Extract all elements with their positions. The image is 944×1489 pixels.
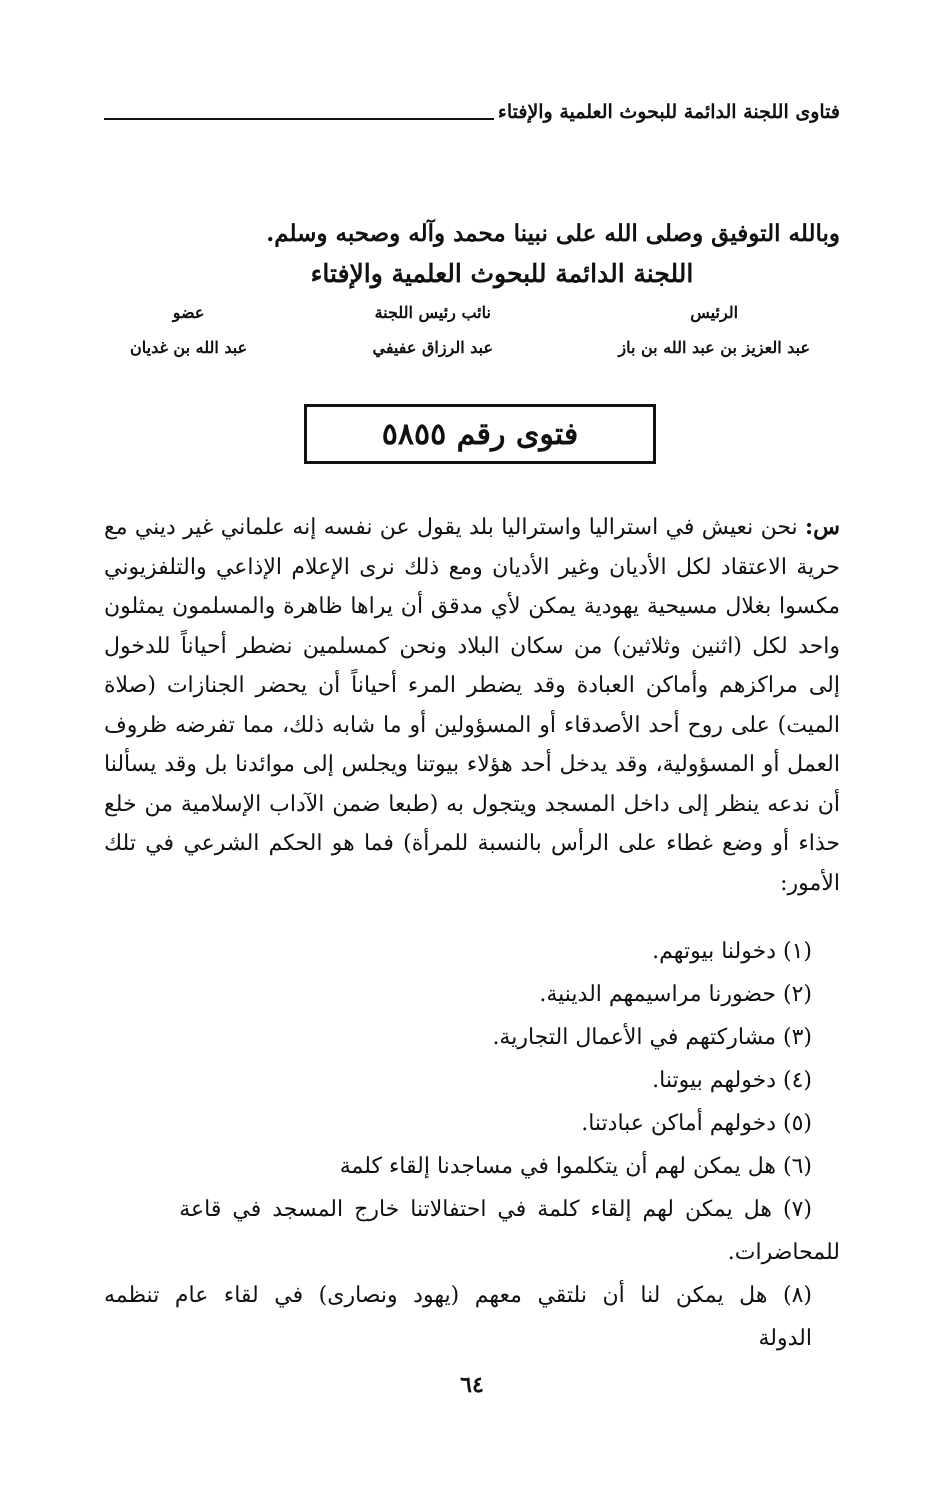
question-text: نحن نعيش في استراليا واستراليا بلد يقول عن نفسه إنه علماني غير ديني مع حرية الاعتقاد لكل الأديان وغير الأديان ومع ذلك نرى الإعلام الإذاعي والتلفزيوني مكسوا بغلال مسيحية يهودية يمكن لأي مدقق أن يراها ظاهرة والمسلمون يمثلون واحد لكل (اثنين وثلاثين) من سكان البلاد ونحن كمسلمين نضطر أحياناً للدخول إلى مراكزهم وأماكن العبادة وقد يضطر المرء أحياناً أن يحضر الجنازات (صلاة الميت) على روح أحد الأصدقاء أو المسؤولين أو ما شابه ذلك، مما تفرضه ظروف العمل أو المسؤولية، وقد يدخل أحد هؤلاء بيوتنا ويجلس إلى موائدنا بل وقد يسألنا أن ندعه ينظر إلى داخل المسجد ويتجول به (طبعا ضمن الآداب الإسلامية من خلع حذاء أو وضع غطاء على الرأس بالنسبة للمرأة) فما هو الحكم الشرعي في تلك الأمور: <box>104 515 840 896</box>
question-label: س: <box>805 514 840 540</box>
running-header <box>104 92 840 126</box>
question-points-list <box>104 930 840 1360</box>
signature-member <box>130 300 247 360</box>
closing-line: وبالله التوفيق وصلى الله على نبينا محمد وآله وصحبه وسلم. <box>266 220 840 247</box>
list-item: (٢) حضورنا مراسيمهم الدينية. <box>539 982 812 1007</box>
signature-role: عضو <box>172 303 205 322</box>
signature-vice-chairman <box>372 300 493 360</box>
list-item: (٥) دخولهم أماكن عبادتنا. <box>581 1111 812 1136</box>
list-item: (٣) مشاركتهم في الأعمال التجارية. <box>492 1025 812 1050</box>
signature-name: عبد العزيز بن عبد الله بن باز <box>618 338 810 357</box>
signature-chairman <box>618 300 810 360</box>
list-item: (١) دخولنا بيوتهم. <box>652 939 812 964</box>
list-item: (٤) دخولهم بيوتنا. <box>652 1068 812 1093</box>
list-item: (٧) هل يمكن لهم إلقاء كلمة في احتفالاتنا خارج المسجد في قاعة <box>179 1197 812 1222</box>
fatwa-title-box <box>304 404 656 464</box>
committee-name: اللجنة الدائمة للبحوث العلمية والإفتاء <box>310 259 694 288</box>
fatwa-title: فتوى رقم ٥٨٥٥ <box>381 416 579 452</box>
running-title: فتاوى اللجنة الدائمة للبحوث العلمية والإفتاء <box>497 101 840 123</box>
signature-name: عبد الله بن غديان <box>130 338 248 357</box>
header-rule <box>104 118 494 120</box>
page-number: ٦٤ <box>460 1372 484 1398</box>
signature-role: نائب رئيس اللجنة <box>374 303 491 322</box>
list-item: (٦) هل يمكن لهم أن يتكلموا في مساجدنا إلقاء كلمة <box>339 1154 812 1179</box>
signature-name: عبد الرزاق عفيفي <box>372 338 494 357</box>
signature-block <box>130 300 810 360</box>
list-item: للمحاضرات. <box>727 1240 840 1265</box>
question-paragraph <box>104 508 840 903</box>
list-item: (٨) هل يمكن لنا أن نلتقي معهم (يهود ونصارى) في لقاء عام تنظمه الدولة <box>104 1283 812 1351</box>
signature-role: الرئيس <box>690 303 739 322</box>
